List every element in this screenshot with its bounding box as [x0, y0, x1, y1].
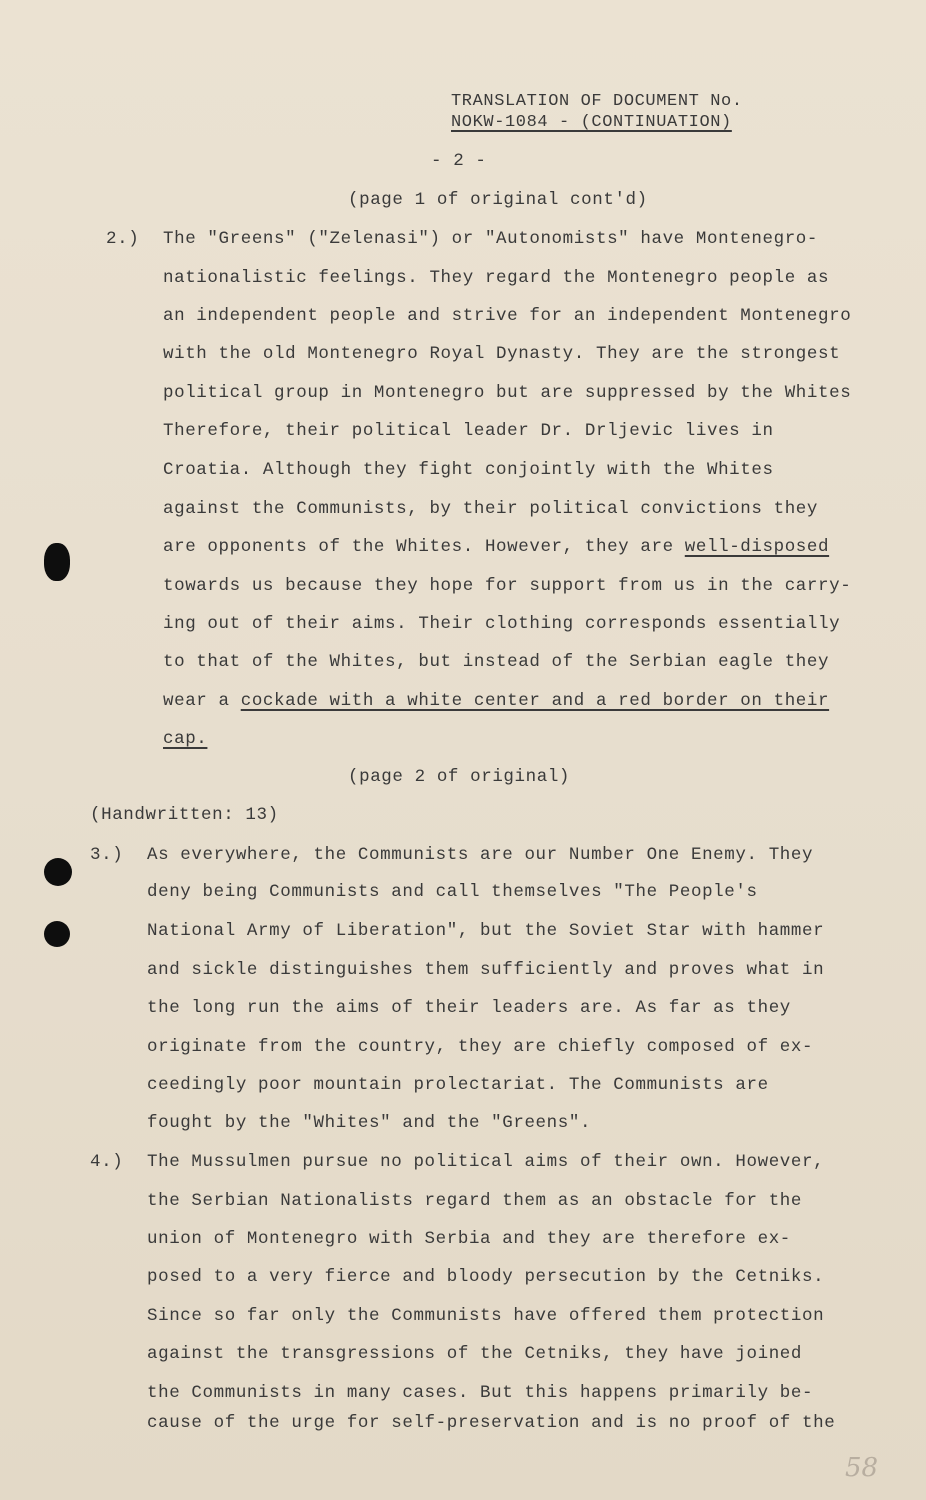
section-2-line: towards us because they hope for support from us in the carry- — [163, 576, 852, 596]
section-3-number: 3.) — [90, 845, 124, 865]
section-2-line: political group in Montenegro but are suppressed by the Whites — [163, 383, 852, 403]
section-4-number: 4.) — [90, 1152, 124, 1172]
section-2-line: with the old Montenegro Royal Dynasty. They are the strongest — [163, 344, 841, 364]
section-2-text: are opponents of the Whites. However, they are — [163, 537, 685, 557]
section-3-line: ceedingly poor mountain prolectariat. The Communists are — [147, 1075, 769, 1095]
section-4-line: union of Montenegro with Serbia and they are therefore ex- — [147, 1229, 791, 1249]
section-4-line: the Communists in many cases. But this happens primarily be- — [147, 1383, 814, 1403]
section-4-line: posed to a very fierce and bloody persecution by the Cetniks. — [147, 1267, 825, 1287]
page-reference-2: (page 2 of original) — [348, 767, 571, 787]
section-4-line: cause of the urge for self-preservation and is no proof of the — [147, 1413, 836, 1433]
section-3-line: deny being Communists and call themselves "The People's — [147, 882, 758, 902]
handwritten-note: (Handwritten: 13) — [90, 805, 279, 825]
punch-hole-bottom — [44, 921, 70, 947]
section-2-line — [163, 537, 829, 557]
section-4-line: against the transgressions of the Cetniks, they have joined — [147, 1344, 803, 1364]
punch-hole-top — [44, 543, 70, 581]
document-title-line2: NOKW-1084 - (CONTINUATION) — [451, 113, 732, 132]
section-3-line: and sickle distinguishes them sufficiently and proves what in — [147, 960, 825, 980]
document-title-line1: TRANSLATION OF DOCUMENT No. — [451, 92, 743, 111]
underlined-text: cockade with a white center and a red border on their — [240, 691, 830, 711]
section-2-line: Croatia. Although they fight conjointly with the Whites — [163, 460, 774, 480]
punch-hole-middle — [44, 858, 72, 886]
underlined-text: well-disposed — [684, 537, 830, 557]
section-4-line: Since so far only the Communists have offered them protection — [147, 1306, 825, 1326]
page-number: - 2 - — [431, 151, 487, 171]
section-2-line: The "Greens" ("Zelenasi") or "Autonomists" have Montenegro- — [163, 229, 819, 249]
section-2-line: to that of the Whites, but instead of the Serbian eagle they — [163, 652, 830, 672]
section-2-line: cap. — [163, 729, 208, 749]
section-3-line: As everywhere, the Communists are our Number One Enemy. They — [147, 845, 814, 865]
section-2-line: ing out of their aims. Their clothing corresponds essentially — [163, 614, 841, 634]
section-2-line — [163, 691, 829, 711]
section-2-number: 2.) — [106, 229, 140, 249]
section-4-line: The Mussulmen pursue no political aims of their own. However, — [147, 1152, 825, 1172]
section-3-line: the long run the aims of their leaders are. As far as they — [147, 998, 791, 1018]
section-2-line: Therefore, their political leader Dr. Drljevic lives in — [163, 421, 774, 441]
section-2-text: wear a — [163, 691, 241, 711]
section-2-line: an independent people and strive for an independent Montenegro — [163, 306, 852, 326]
section-3-line: fought by the "Whites" and the "Greens". — [147, 1113, 592, 1133]
section-3-line: National Army of Liberation", but the Soviet Star with hammer — [147, 921, 825, 941]
page-reference-1: (page 1 of original cont'd) — [348, 190, 648, 210]
section-4-line: the Serbian Nationalists regard them as an obstacle for the — [147, 1191, 803, 1211]
page-mark: 58 — [845, 1453, 879, 1483]
section-2-line: nationalistic feelings. They regard the Montenegro people as — [163, 268, 830, 288]
section-2-line: against the Communists, by their political convictions they — [163, 499, 819, 519]
section-3-line: originate from the country, they are chiefly composed of ex- — [147, 1037, 814, 1057]
